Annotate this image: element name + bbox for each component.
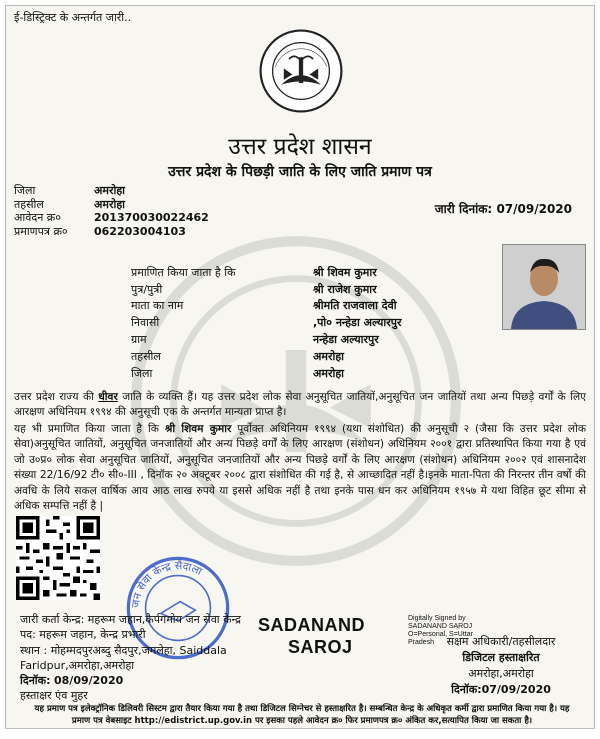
certificate-title: उत्तर प्रदेश शासन	[228, 134, 372, 160]
up-emblem-icon	[258, 28, 344, 114]
meta-block	[14, 184, 209, 238]
officer-place: अमरोहा,अमरोहा	[468, 667, 534, 680]
certificate-subtitle: उत्तर प्रदेश के पिछड़ी जाति के लिए जाति प्रमाण पत्र	[168, 164, 432, 180]
issuer-date: दिनॉक: 08/09/2020	[20, 674, 124, 688]
issuer-block	[20, 612, 241, 704]
meta-row: प्रमाणपत्र क्र० 062203004103	[14, 224, 186, 238]
applicant-name: श्री शिवम कुमार	[164, 423, 232, 435]
caste-paragraph: उत्तर प्रदेश राज्य की धीवर जाति के व्यक्ति हैं। यह उत्तर प्रदेश लोक सेवा अनुसूचित जातियों,अनुसूचित जन जातियों तथा अन्य पिछड़े वर्गों के लिए आरक्षण अधिनियम १९९४ की अनुसूची एक के अन्तर्गत मान्यता प्राप्त है।	[14, 391, 586, 419]
certificate-page	[5, 5, 595, 729]
field-row: प्रमाणित किया जाता है कि श्री शिवम कुमार	[131, 265, 377, 279]
qr-code-icon	[16, 516, 100, 600]
svg-text:जन सेवा केन्द्र सैदाला: जन सेवा केन्द्र सैदाला	[128, 559, 205, 609]
applicant-photo	[502, 244, 586, 330]
issue-date-value: 07/09/2020	[496, 202, 572, 216]
field-row: जिला अमरोहा	[131, 366, 345, 380]
caste-name: धीवर	[98, 391, 118, 403]
signer-name-line1: SADANAND	[258, 615, 365, 635]
issuer-place-2: Faridpur,अमरोहा,अमरोहा	[20, 658, 135, 672]
person-photo-icon	[503, 245, 585, 329]
issue-date-label: जारी दिनांक:	[434, 202, 493, 216]
applicant-fields	[131, 264, 402, 382]
meta-row: आवेदन क्र० 201370030022462	[14, 211, 209, 224]
field-row: माता का नाम श्रीमति राजवाला देवी	[131, 299, 397, 313]
meta-row: जिला अमरोहा	[14, 184, 126, 197]
certification-paragraph: यह भी प्रमाणित किया जाता है कि श्री शिवम कुमार पूर्वोक्त अधिनियम १९९४ (यथा संशोधित) की अनुसूची २ (जैसा कि उत्तर प्रदेश लोक सेवा)अनुसूचित जातियों, अनुसूचित जनजातियों और अन्य पिछड़े वर्गों के लिए आरक्षण (संशोधन) अधिनियम २००१ द्वारा प्रतिस्थापित किया गया है एवं जो उ०प्र० लोक सेवा अनुसूचित जातियों, अनुसूचित जनजातियों और अन्य पिछड़े वर्गों के लिए आरक्षण (संशोधन) अधिनियम २००२ एवं शासनादेश संख्या 22/16/92 टी० सी०-III , दिनॉक २० अक्टूबर २००८ द्वारा संशोधित की गई है, से आच्छादित नहीं है।इनके माता-पिता की निरन्तर तीन वर्षो की अवधि के लिये सकल वार्षिक आय आठ लाख रुपये या इससे अधिक नहीं है तथा इनके पास धन कर अधिनियम १९५७ मे यथा विहित छूट सीमा से अधिक सम्पत्ति नहीं है |	[14, 423, 587, 513]
officer-title: सक्षम अधिकारी/तहसीलदार	[446, 635, 556, 648]
field-row: तहसील अमरोहा	[131, 349, 345, 363]
officer-block	[406, 634, 595, 698]
header-note: ई-डिस्ट्रिक्ट के अन्तर्गत जारी..	[14, 11, 132, 24]
signature-details: Digitally Signed by SADANAND SAROJ O=Personal, S=Uttar Pradesh	[408, 615, 473, 646]
issue-date	[435, 200, 572, 217]
meta-row: तहसील अमरोहा	[14, 197, 126, 211]
issuer-sign-label: हस्ताक्षर एंव मुहर	[20, 689, 88, 703]
field-row: ग्राम नन्हेडा अल्यारपुर	[131, 333, 379, 347]
signer-name-line2: SAROJ	[288, 637, 353, 657]
issuer-post: पद: महरूम जहान, केन्द्र प्रभारी	[20, 628, 146, 642]
footer-note: यह प्रमाण पत्र इलेक्ट्रॉनिक डिलिवरी सिस्टम द्वारा तैयार किया गया है तथा डिजिटल सिग्नेचर से हस्ताक्षरित है। सम्बन्धित केन्द्र के अधिकृत कर्मी द्वारा प्रमाणित किया गया है। यह प्रमाण पत्र वेबसाइट http://edistrict.up.gov.in पर इसका पहले आवेदन क्र० फिर प्रमाणपत्र क्र० अंकित कर,सत्यापित किया जा सकता है।	[34, 704, 570, 726]
officer-date: दिनॉक:07/09/2020	[451, 683, 551, 696]
field-row: पुत्र/पुत्री श्री राजेश कुमार	[131, 282, 377, 296]
digital-signature	[258, 614, 473, 658]
issuer-place: स्थान : मोहम्मदपुरअब्दु सैदपुर,जमलेहा, Saiddala	[20, 643, 227, 657]
field-row: निवासी ,पो० नन्हेडा अल्यारपुर	[131, 316, 402, 330]
officer-digital-signed: डिजिटल हस्ताक्षरित	[462, 651, 540, 664]
issuer-center: जारी कर्ता केन्द्र: महरूम जहान,कैर्पगमोय जन सेवा केन्द्र	[20, 613, 241, 626]
